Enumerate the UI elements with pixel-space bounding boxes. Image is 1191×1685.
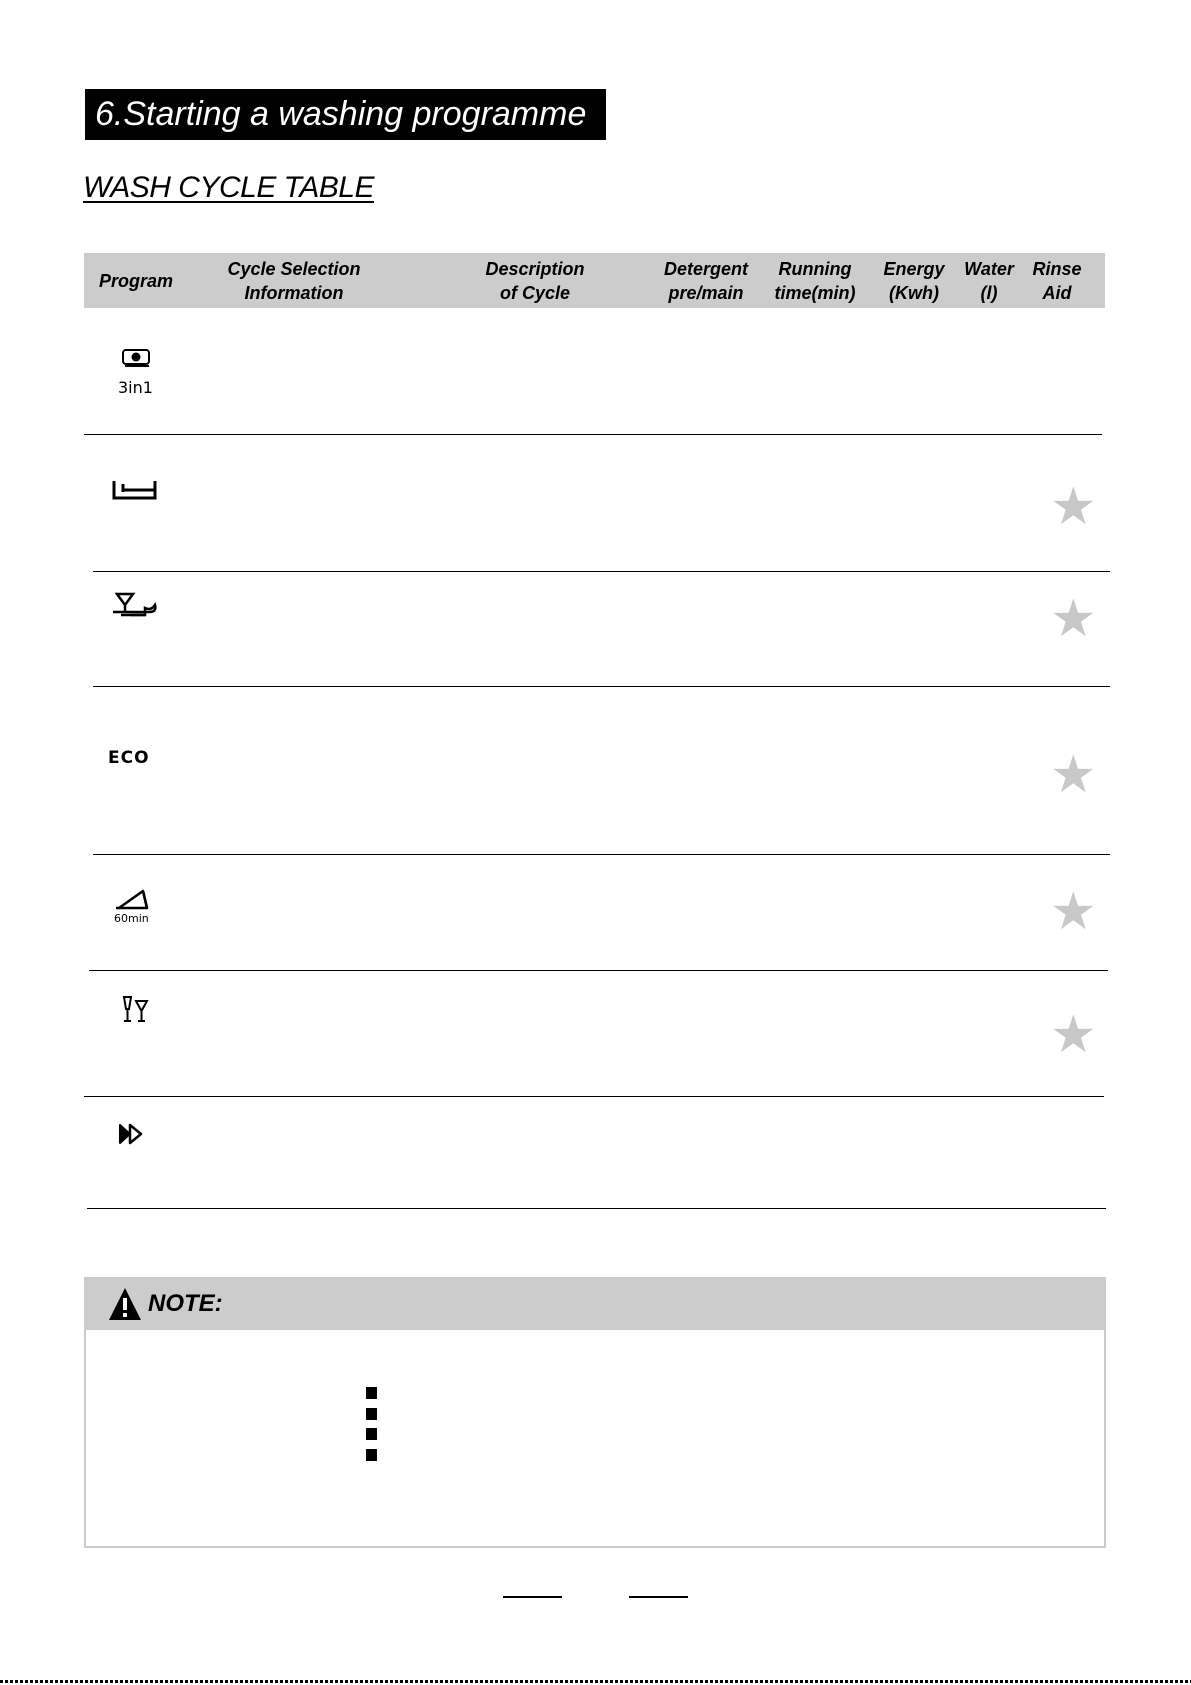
header-description: Description of Cycle <box>485 258 585 303</box>
page-bottom-edge <box>0 1680 1191 1683</box>
rinse-aid-star: ★ <box>1050 883 1097 941</box>
footer-rule <box>629 1596 688 1598</box>
row-divider <box>93 686 1110 687</box>
60min-label: 60min <box>114 912 149 925</box>
eco-icon: ECO <box>108 748 150 768</box>
note-title: NOTE: <box>148 1290 223 1317</box>
note-box <box>84 1277 1106 1548</box>
normal-dish-icon <box>111 591 159 621</box>
intensive-pot-icon <box>111 478 159 504</box>
header-program: Program <box>98 270 174 291</box>
note-bullet <box>366 1449 377 1461</box>
note-bullet <box>366 1387 377 1399</box>
rinse-aid-star: ★ <box>1050 590 1097 648</box>
table-title: WASH CYCLE TABLE <box>83 171 374 204</box>
note-header <box>86 1279 1104 1330</box>
header-water: Water (l) <box>964 258 1014 303</box>
rinse-aid-star: ★ <box>1050 478 1097 536</box>
rapid-icon <box>118 1122 148 1146</box>
row-divider <box>87 1208 1106 1209</box>
3in1-label: 3in1 <box>118 378 153 397</box>
row-divider <box>84 434 1102 435</box>
row-divider <box>93 571 1110 572</box>
header-detergent: Detergent pre/main <box>663 258 748 303</box>
row-divider <box>84 1096 1104 1097</box>
footer-rule <box>503 1596 562 1598</box>
note-bullet <box>366 1428 377 1440</box>
header-rinse-aid: Rinse Aid <box>1032 258 1082 303</box>
header-cycle-selection: Cycle Selection Information <box>227 258 361 303</box>
rinse-aid-star: ★ <box>1050 1006 1097 1064</box>
row-divider <box>93 854 1110 855</box>
3in1-icon <box>116 348 156 398</box>
section-heading: 6.Starting a washing programme <box>85 89 606 140</box>
glass-icon <box>122 995 150 1025</box>
header-running-time: Running time(min) <box>774 258 856 303</box>
note-bullet <box>366 1408 377 1420</box>
row-divider <box>89 970 1108 971</box>
header-energy: Energy (Kwh) <box>883 258 945 303</box>
table-header <box>84 253 1105 308</box>
60min-icon <box>113 888 157 928</box>
rinse-aid-star: ★ <box>1050 746 1097 804</box>
warning-icon <box>108 1287 142 1321</box>
